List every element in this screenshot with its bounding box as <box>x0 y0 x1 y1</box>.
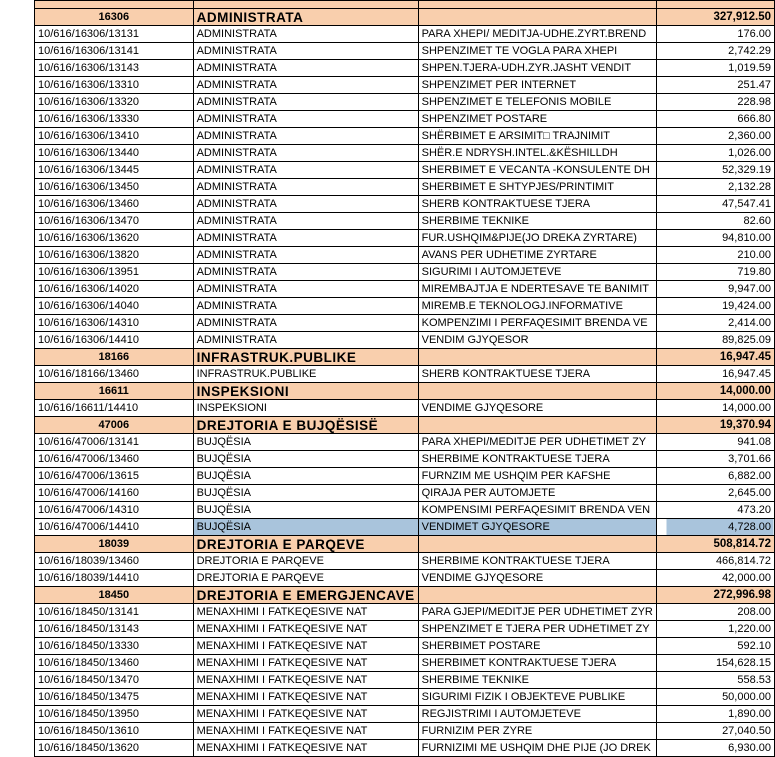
department-cell[interactable]: ADMINISTRATA <box>193 298 418 315</box>
expense-description-cell[interactable]: SHERBIMET POSTARE <box>418 638 656 655</box>
section-total[interactable]: 14,000.00 <box>656 383 774 400</box>
table-row <box>35 706 775 723</box>
table-row <box>35 298 775 315</box>
spreadsheet-body <box>35 1 775 757</box>
amount-cell[interactable]: 6,930.00 <box>656 740 774 757</box>
department-cell[interactable]: ADMINISTRATA <box>193 332 418 349</box>
account-code-cell[interactable]: 10/616/16306/14310 <box>35 315 194 332</box>
expense-description-cell[interactable]: SHPENZIMET PER INTERNET <box>418 77 656 94</box>
amount-cell[interactable]: 719.80 <box>656 264 774 281</box>
department-cell[interactable]: MENAXHIMI I FATKEQESIVE NAT <box>193 689 418 706</box>
amount-cell[interactable]: 4,728.00 <box>656 519 774 536</box>
section-code[interactable]: 16306 <box>35 9 194 26</box>
section-header-row <box>35 536 775 553</box>
department-cell[interactable]: ADMINISTRATA <box>193 162 418 179</box>
department-cell[interactable]: ADMINISTRATA <box>193 145 418 162</box>
department-cell[interactable]: BUJQËSIA <box>193 468 418 485</box>
department-cell[interactable]: ADMINISTRATA <box>193 26 418 43</box>
account-code-cell[interactable]: 10/616/18450/13620 <box>35 740 194 757</box>
section-header-row <box>35 587 775 604</box>
expense-description-cell[interactable]: SHERBIME TEKNIKE <box>418 672 656 689</box>
table-row <box>35 366 775 383</box>
department-cell[interactable]: MENAXHIMI I FATKEQESIVE NAT <box>193 723 418 740</box>
department-cell[interactable]: ADMINISTRATA <box>193 315 418 332</box>
expense-description-cell[interactable]: VENDIM GJYQESOR <box>418 332 656 349</box>
table-row <box>35 485 775 502</box>
section-header-row <box>35 349 775 366</box>
section-title[interactable]: INFRASTRUK.PUBLIKE <box>193 349 418 366</box>
amount-cell[interactable]: 9,947.00 <box>656 281 774 298</box>
expense-description-cell[interactable]: SHPENZIMET E TJERA PER UDHETIMET ZY <box>418 621 656 638</box>
department-cell[interactable]: INFRASTRUK.PUBLIKE <box>193 366 418 383</box>
section-code[interactable]: 16611 <box>35 383 194 400</box>
department-cell[interactable]: ADMINISTRATA <box>193 196 418 213</box>
table-row <box>35 332 775 349</box>
account-code-cell[interactable]: 10/616/47006/14160 <box>35 485 194 502</box>
table-row <box>35 502 775 519</box>
section-code[interactable]: 18166 <box>35 349 194 366</box>
account-code-cell[interactable]: 10/616/47006/14410 <box>35 519 194 536</box>
expense-description-cell[interactable]: SHERBIMET E SHTYPJES/PRINTIMIT <box>418 179 656 196</box>
department-cell[interactable]: BUJQËSIA <box>193 451 418 468</box>
table-row <box>35 179 775 196</box>
expense-description-cell[interactable]: SHPENZIMET POSTARE <box>418 111 656 128</box>
expense-description-cell[interactable]: KOMPENSIMI PERFAQESIMIT BRENDA VEN <box>418 502 656 519</box>
amount-cell[interactable]: 2,132.28 <box>656 179 774 196</box>
account-code-cell[interactable]: 10/616/18039/13460 <box>35 553 194 570</box>
expense-description-cell[interactable]: VENDIME GJYQESORE <box>418 400 656 417</box>
account-code-cell[interactable]: 10/616/18039/14410 <box>35 570 194 587</box>
expense-description-cell[interactable]: SHERBIME KONTRAKTUESE TJERA <box>418 451 656 468</box>
table-row <box>35 740 775 757</box>
table-row <box>35 281 775 298</box>
amount-cell[interactable]: 666.80 <box>656 111 774 128</box>
account-code-cell[interactable]: 10/616/47006/13141 <box>35 434 194 451</box>
department-cell[interactable]: DREJTORIA E PARQEVE <box>193 553 418 570</box>
account-code-cell[interactable]: 10/616/16306/13131 <box>35 26 194 43</box>
table-row <box>35 400 775 417</box>
table-row <box>35 434 775 451</box>
amount-cell[interactable]: 228.98 <box>656 94 774 111</box>
account-code-cell[interactable]: 10/616/18450/13470 <box>35 672 194 689</box>
department-cell[interactable]: MENAXHIMI I FATKEQESIVE NAT <box>193 706 418 723</box>
amount-cell[interactable]: 89,825.09 <box>656 332 774 349</box>
expense-description-cell[interactable]: FURNIZIMI ME USHQIM DHE PIJE (JO DREK <box>418 740 656 757</box>
table-row <box>35 77 775 94</box>
account-code-cell[interactable]: 10/616/16306/13330 <box>35 111 194 128</box>
department-cell[interactable]: BUJQËSIA <box>193 502 418 519</box>
account-code-cell[interactable]: 10/616/18450/13330 <box>35 638 194 655</box>
expense-description-cell[interactable]: MIREMB.E TEKNOLOGJ.INFORMATIVE <box>418 298 656 315</box>
amount-cell[interactable]: 6,882.00 <box>656 468 774 485</box>
expense-description-cell[interactable]: AVANS PER UDHETIME ZYRTARE <box>418 247 656 264</box>
account-code-cell[interactable]: 10/616/16611/14410 <box>35 400 194 417</box>
expense-description-cell[interactable]: FURNZIM ME USHQIM PER KAFSHE <box>418 468 656 485</box>
section-total[interactable]: 16,947.45 <box>656 349 774 366</box>
table-row <box>35 519 775 536</box>
account-code-cell[interactable]: 10/616/47006/14310 <box>35 502 194 519</box>
section-code[interactable]: 18039 <box>35 536 194 553</box>
amount-cell[interactable]: 466,814.72 <box>656 553 774 570</box>
table-row <box>35 621 775 638</box>
department-cell[interactable]: MENAXHIMI I FATKEQESIVE NAT <box>193 621 418 638</box>
section-empty-cell[interactable] <box>418 383 656 400</box>
section-header-row <box>35 417 775 434</box>
department-cell[interactable]: DREJTORIA E PARQEVE <box>193 570 418 587</box>
account-code-cell[interactable]: 10/616/16306/14040 <box>35 298 194 315</box>
amount-cell[interactable]: 47,547.41 <box>656 196 774 213</box>
expense-description-cell[interactable]: SHPENZIMET E TELEFONIS MOBILE <box>418 94 656 111</box>
section-empty-cell[interactable] <box>418 536 656 553</box>
table-row <box>35 638 775 655</box>
section-empty-cell[interactable] <box>418 417 656 434</box>
expense-description-cell[interactable]: VENDIMET GJYQESORE <box>418 519 656 536</box>
account-code-cell[interactable]: 10/616/16306/13440 <box>35 145 194 162</box>
expense-description-cell[interactable]: SHËRBIMET E ARSIMIT□ TRAJNIMIT <box>418 128 656 145</box>
amount-cell[interactable]: 558.53 <box>656 672 774 689</box>
expense-description-cell[interactable]: SHËR.E NDRYSH.INTEL.&KËSHILLDH <box>418 145 656 162</box>
department-cell[interactable]: ADMINISTRATA <box>193 179 418 196</box>
expense-description-cell[interactable]: FUR.USHQIM&PIJE(JO DREKA ZYRTARE) <box>418 230 656 247</box>
expense-description-cell[interactable]: SHERBIME TEKNIKE <box>418 213 656 230</box>
section-header-row <box>35 383 775 400</box>
table-row <box>35 94 775 111</box>
account-code-cell[interactable]: 10/616/18450/13141 <box>35 604 194 621</box>
table-row <box>35 604 775 621</box>
account-code-cell[interactable]: 10/616/16306/13410 <box>35 128 194 145</box>
expense-description-cell[interactable]: SHPEN.TJERA-UDH.ZYR.JASHT VENDIT <box>418 60 656 77</box>
table-row <box>35 315 775 332</box>
department-cell[interactable]: MENAXHIMI I FATKEQESIVE NAT <box>193 672 418 689</box>
amount-cell[interactable]: 941.08 <box>656 434 774 451</box>
account-code-cell[interactable]: 10/616/16306/13460 <box>35 196 194 213</box>
amount-cell[interactable]: 176.00 <box>656 26 774 43</box>
amount-cell[interactable]: 3,701.66 <box>656 451 774 468</box>
account-code-cell[interactable]: 10/616/18450/13610 <box>35 723 194 740</box>
amount-cell[interactable]: 154,628.15 <box>656 655 774 672</box>
account-code-cell[interactable]: 10/616/16306/13820 <box>35 247 194 264</box>
amount-cell[interactable]: 592.10 <box>656 638 774 655</box>
table-row <box>35 468 775 485</box>
amount-cell[interactable]: 2,414.00 <box>656 315 774 332</box>
amount-cell[interactable]: 2,360.00 <box>656 128 774 145</box>
account-code-cell[interactable]: 10/616/16306/13143 <box>35 60 194 77</box>
account-code-cell[interactable]: 10/616/18450/13460 <box>35 655 194 672</box>
department-cell[interactable]: MENAXHIMI I FATKEQESIVE NAT <box>193 604 418 621</box>
department-cell[interactable]: ADMINISTRATA <box>193 111 418 128</box>
expense-description-cell[interactable]: FURNIZIM PER ZYRE <box>418 723 656 740</box>
table-row <box>35 128 775 145</box>
expense-description-cell[interactable]: SHERBIMET E VECANTA -KONSULENTE DH <box>418 162 656 179</box>
expense-description-cell[interactable]: SHERBIMET KONTRAKTUESE TJERA <box>418 655 656 672</box>
section-total[interactable]: 272,996.98 <box>656 587 774 604</box>
top-partial-row <box>35 1 775 9</box>
expense-description-cell[interactable]: SHERB KONTRAKTUESE TJERA <box>418 196 656 213</box>
account-code-cell[interactable]: 10/616/16306/13310 <box>35 77 194 94</box>
table-row <box>35 570 775 587</box>
table-row <box>35 451 775 468</box>
account-code-cell[interactable]: 10/616/16306/13141 <box>35 43 194 60</box>
account-code-cell[interactable]: 10/616/18450/13475 <box>35 689 194 706</box>
table-row <box>35 196 775 213</box>
table-row <box>35 111 775 128</box>
amount-cell[interactable]: 1,220.00 <box>656 621 774 638</box>
expense-description-cell[interactable]: PARA GJEPI/MEDITJE PER UDHETIMET ZYR <box>418 604 656 621</box>
budget-spreadsheet <box>34 0 775 757</box>
table-row <box>35 60 775 77</box>
expense-description-cell[interactable]: QIRAJA PER AUTOMJETE <box>418 485 656 502</box>
expense-description-cell[interactable]: REGJISTRIMI I AUTOMJETEVE <box>418 706 656 723</box>
expense-description-cell[interactable]: SHPENZIMET TE VOGLA PARA XHEPI <box>418 43 656 60</box>
account-code-cell[interactable]: 10/616/18450/13143 <box>35 621 194 638</box>
section-empty-cell[interactable] <box>418 587 656 604</box>
amount-cell[interactable]: 210.00 <box>656 247 774 264</box>
amount-cell[interactable]: 19,424.00 <box>656 298 774 315</box>
department-cell[interactable]: MENAXHIMI I FATKEQESIVE NAT <box>193 638 418 655</box>
table-row <box>35 43 775 60</box>
department-cell[interactable]: ADMINISTRATA <box>193 213 418 230</box>
department-cell[interactable]: BUJQËSIA <box>193 485 418 502</box>
department-cell[interactable]: ADMINISTRATA <box>193 77 418 94</box>
amount-cell[interactable]: 1,890.00 <box>656 706 774 723</box>
department-cell[interactable]: ADMINISTRATA <box>193 247 418 264</box>
amount-cell[interactable]: 473.20 <box>656 502 774 519</box>
amount-cell[interactable]: 2,742.29 <box>656 43 774 60</box>
account-code-cell[interactable]: 10/616/18450/13950 <box>35 706 194 723</box>
account-code-cell[interactable]: 10/616/16306/13320 <box>35 94 194 111</box>
department-cell[interactable]: ADMINISTRATA <box>193 264 418 281</box>
department-cell[interactable]: ADMINISTRATA <box>193 60 418 77</box>
table-row <box>35 723 775 740</box>
table-row <box>35 145 775 162</box>
amount-cell[interactable]: 52,329.19 <box>656 162 774 179</box>
table-row <box>35 655 775 672</box>
account-code-cell[interactable]: 10/616/16306/13445 <box>35 162 194 179</box>
expense-description-cell[interactable]: SHERB KONTRAKTUESE TJERA <box>418 366 656 383</box>
expense-description-cell[interactable]: PARA XHEPI/ MEDITJA-UDHE.ZYRT.BREND <box>418 26 656 43</box>
section-total[interactable]: 508,814.72 <box>656 536 774 553</box>
expense-description-cell[interactable]: SIGURIMI I AUTOMJETEVE <box>418 264 656 281</box>
expense-description-cell[interactable]: PARA XHEPI/MEDITJE PER UDHETIMET ZY <box>418 434 656 451</box>
account-code-cell[interactable]: 10/616/16306/13951 <box>35 264 194 281</box>
amount-cell[interactable]: 27,040.50 <box>656 723 774 740</box>
account-code-cell[interactable]: 10/616/16306/13620 <box>35 230 194 247</box>
table-row <box>35 26 775 43</box>
department-cell[interactable]: BUJQËSIA <box>193 434 418 451</box>
section-total[interactable]: 19,370.94 <box>656 417 774 434</box>
account-code-cell[interactable]: 10/616/16306/13450 <box>35 179 194 196</box>
amount-cell[interactable]: 16,947.45 <box>656 366 774 383</box>
department-cell[interactable]: MENAXHIMI I FATKEQESIVE NAT <box>193 655 418 672</box>
amount-cell[interactable]: 251.47 <box>656 77 774 94</box>
table-row <box>35 247 775 264</box>
expense-description-cell[interactable]: SIGURIMI FIZIK I OBJEKTEVE PUBLIKE <box>418 689 656 706</box>
account-code-cell[interactable]: 10/616/16306/13470 <box>35 213 194 230</box>
department-cell[interactable]: ADMINISTRATA <box>193 94 418 111</box>
section-title[interactable]: ADMINISTRATA <box>193 9 418 26</box>
amount-cell[interactable]: 82.60 <box>656 213 774 230</box>
amount-cell[interactable]: 1,019.59 <box>656 60 774 77</box>
amount-cell[interactable]: 94,810.00 <box>656 230 774 247</box>
amount-cell[interactable]: 50,000.00 <box>656 689 774 706</box>
account-code-cell[interactable]: 10/616/18166/13460 <box>35 366 194 383</box>
table-row <box>35 162 775 179</box>
account-code-cell[interactable]: 10/616/16306/14020 <box>35 281 194 298</box>
section-empty-cell[interactable] <box>418 349 656 366</box>
table-row <box>35 689 775 706</box>
amount-cell[interactable]: 1,026.00 <box>656 145 774 162</box>
section-code[interactable]: 18450 <box>35 587 194 604</box>
account-code-cell[interactable]: 10/616/16306/14410 <box>35 332 194 349</box>
account-code-cell[interactable]: 10/616/47006/13460 <box>35 451 194 468</box>
department-cell[interactable]: ADMINISTRATA <box>193 43 418 60</box>
expense-description-cell[interactable]: SHERBIME KONTRAKTUESE TJERA <box>418 553 656 570</box>
section-code[interactable]: 47006 <box>35 417 194 434</box>
section-header-row <box>35 9 775 26</box>
section-title[interactable]: DREJTORIA E PARQEVE <box>193 536 418 553</box>
amount-cell[interactable]: 14,000.00 <box>656 400 774 417</box>
section-empty-cell[interactable] <box>418 9 656 26</box>
amount-cell[interactable]: 2,645.00 <box>656 485 774 502</box>
expense-description-cell[interactable]: KOMPENZIMI I PERFAQESIMIT BRENDA VE <box>418 315 656 332</box>
account-code-cell[interactable]: 10/616/47006/13615 <box>35 468 194 485</box>
table-row <box>35 230 775 247</box>
section-title[interactable]: DREJTORIA E BUJQËSISË <box>193 417 418 434</box>
table-row <box>35 213 775 230</box>
amount-cell[interactable]: 208.00 <box>656 604 774 621</box>
table-row <box>35 264 775 281</box>
expense-description-cell[interactable]: VENDIME GJYQESORE <box>418 570 656 587</box>
section-title[interactable]: INSPEKSIONI <box>193 383 418 400</box>
department-cell[interactable]: ADMINISTRATA <box>193 281 418 298</box>
department-cell[interactable]: BUJQËSIA <box>193 519 418 536</box>
department-cell[interactable]: ADMINISTRATA <box>193 230 418 247</box>
department-cell[interactable]: ADMINISTRATA <box>193 128 418 145</box>
section-title[interactable]: DREJTORIA E EMERGJENCAVE <box>193 587 418 604</box>
table-row <box>35 672 775 689</box>
section-total[interactable]: 327,912.50 <box>656 9 774 26</box>
table-row <box>35 553 775 570</box>
expense-description-cell[interactable]: MIREMBAJTJA E NDERTESAVE TE BANIMIT <box>418 281 656 298</box>
department-cell[interactable]: INSPEKSIONI <box>193 400 418 417</box>
department-cell[interactable]: MENAXHIMI I FATKEQESIVE NAT <box>193 740 418 757</box>
amount-cell[interactable]: 42,000.00 <box>656 570 774 587</box>
